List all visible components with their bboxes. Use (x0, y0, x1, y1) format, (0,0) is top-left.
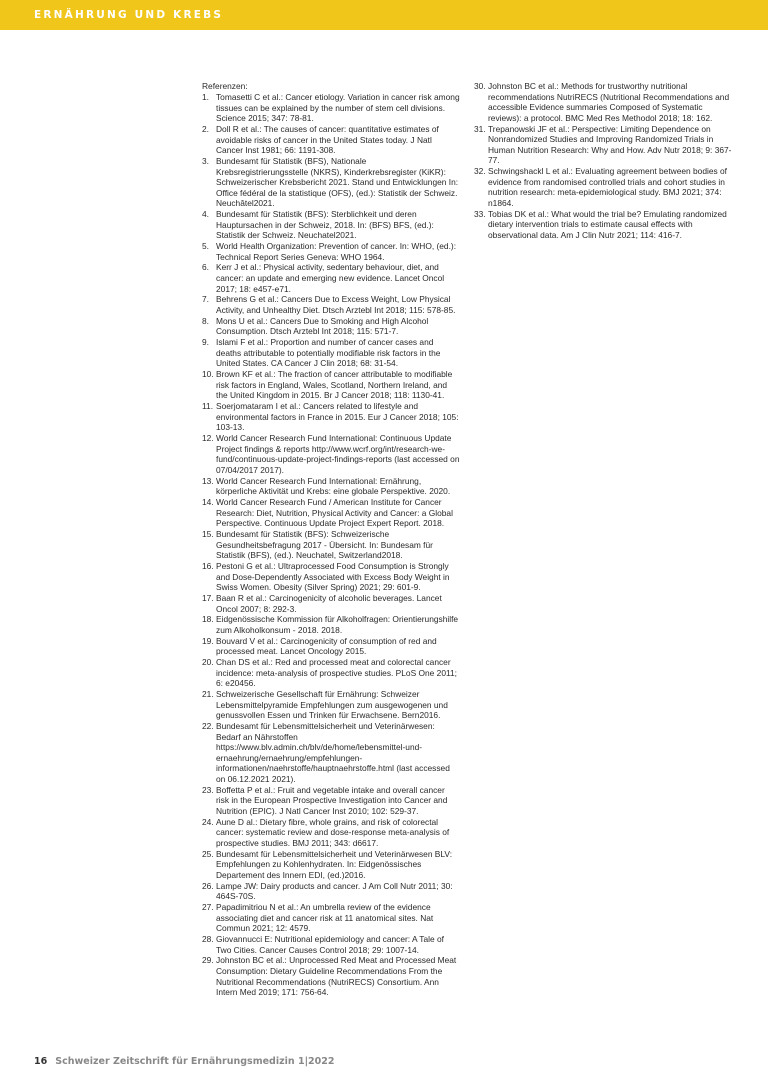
page-number: 16 (34, 1056, 48, 1067)
reference-number: 15. (202, 528, 214, 539)
reference-text: Behrens G et al.: Cancers Due to Excess Weight, Low Physical Activity, and Unhealthy Diet. Dtsch Arztebl Int 2018; 115: 578-85. (216, 294, 456, 315)
reference-item (474, 166, 734, 208)
reference-number: 19. (202, 635, 214, 646)
reference-item (202, 817, 460, 849)
reference-text: Bouvard V et al.: Carcinogenicity of consumption of red and processed meat. Lancet Oncology 2015. (216, 635, 437, 657)
journal-name: Schweizer Zeitschrift für Ernährungsmedizin 1|2022 (55, 1056, 335, 1067)
reference-item (202, 636, 460, 657)
reference-number: 33. (474, 208, 486, 219)
page-footer (34, 1056, 335, 1067)
reference-item (202, 241, 460, 262)
reference-text: Brown KF et al.: The fraction of cancer attributable to modifiable risk factors in England, Wales, Scotland, Northern Ireland, and the United Kingdom in 2015. Br J Cancer 2018; 118: 1130-41. (216, 369, 453, 401)
reference-text: Trepanowski JF et al.: Perspective: Limiting Dependence on Nonrandomized Studies and Improving Randomized Trials in Human Nutrition Research: Why and How. Adv Nutr 2018; 9: 367-77. (488, 123, 732, 166)
reference-text: World Cancer Research Fund / American Institute for Cancer Research: Diet, Nutrition, Physical Activity and Cancer: a Global Perspective. Continuous Update Project Expert Report. 2018. (216, 497, 453, 529)
reference-item (474, 81, 734, 123)
reference-text: Bundesamt für Statistik (BFS), Nationale Krebsregistrierungsstelle (NKRS), Kinderkrebsregister (KiKR): Schweizerischer Krebsbericht 2021. Stand und Entwicklungen In: Office fédéral de la statistique (OFS), (ed.): Statistik der Schweiz. Neuchâtel2021. (216, 155, 459, 209)
reference-number: 31. (474, 123, 486, 134)
reference-number: 10. (202, 369, 214, 380)
reference-number: 16. (202, 560, 214, 571)
reference-item (202, 721, 460, 785)
reference-number: 8. (202, 315, 209, 326)
reference-item (202, 294, 460, 315)
reference-text: Aune D al.: Dietary fibre, whole grains, and risk of colorectal cancer: systematic review and dose-response meta-analysis of prospective studies. BMJ 2011; 343: d6617. (216, 816, 450, 848)
reference-item (202, 902, 460, 934)
reference-item (202, 337, 460, 369)
reference-number: 23. (202, 784, 214, 795)
reference-number: 13. (202, 475, 214, 486)
reference-number: 11. (202, 401, 214, 412)
reference-item (202, 369, 460, 401)
reference-text: Papadimitriou N et al.: An umbrella review of the evidence associating diet and cancer risk at 11 anatomical sites. Nat Commun 2021; 12: 4579. (216, 902, 434, 934)
reference-number: 27. (202, 902, 214, 912)
reference-number: 14. (202, 497, 214, 507)
reference-text: Eidgenössische Kommission für Alkoholfragen: Orientierungshilfe zum Alkoholkonsum - 2018. 2018. (216, 614, 459, 635)
reference-item (202, 614, 460, 635)
reference-text: Tomasetti C et al.: Cancer etiology. Variation in cancer risk among tissues can be explained by the number of stem cell divisions. Science 2015; 347: 78-81. (216, 92, 460, 124)
reference-number: 1. (202, 92, 209, 102)
reference-text: Johnston BC et al.: Methods for trustworthy nutritional recommendations NutriRECS (Nutritional Recommendations and accessible Evidence summaries Composed of Systematic reviews): a protocol. BMC Med Res Methodol 2018; 18: 162. (488, 81, 730, 123)
reference-item (202, 401, 460, 433)
reference-item (202, 689, 460, 721)
reference-item (202, 849, 460, 881)
reference-text: Tobias DK et al.: What would the trial be? Emulating randomized dietary intervention trials to estimate causal effects with observational data. Am J Clin Nutr 2021; 114: 416-7. (488, 208, 727, 240)
reference-item (202, 785, 460, 817)
reference-text: World Cancer Research Fund International: Ernährung, körperliche Aktivität und Krebs: eine globale Perspektive. 2020. (216, 475, 451, 497)
reference-item (202, 881, 460, 902)
reference-number: 20. (202, 657, 214, 668)
reference-item (202, 593, 460, 614)
reference-text: Kerr J et al.: Physical activity, sedentary behaviour, diet, and cancer: an update and emerging new evidence. Lancet Oncol 2017; 18: e457-e71. (216, 262, 445, 294)
reference-number: 25. (202, 848, 214, 859)
reference-text: Soerjomataram I et al.: Cancers related to lifestyle and environmental factors in France in 2015. Eur J Cancer 2018; 105: 103-13. (216, 401, 459, 433)
reference-item (202, 497, 460, 529)
reference-item (202, 316, 460, 337)
reference-text: Baan R et al.: Carcinogenicity of alcoholic beverages. Lancet Oncol 2007; 8: 292-3. (216, 592, 442, 614)
reference-text: Bundesamt für Statistik (BFS): Schweizerische Gesundheitsbefragung 2017 - Übersicht. In: Bundesam für Statistik (BFS), (ed.). Neuchatel, Switzerland2018. (216, 528, 433, 561)
reference-item (202, 209, 460, 241)
reference-text: Giovannucci E: Nutritional epidemiology and cancer: A Tale of Two Cities. Cancer Causes Control 2018; 29: 1007-14. (216, 933, 444, 955)
reference-item (202, 124, 460, 156)
reference-text: Mons U et al.: Cancers Due to Smoking and High Alcohol Consumption. Dtsch Arztebl Int 2018; 115: 571-7. (216, 315, 429, 337)
reference-number: 28. (202, 933, 214, 944)
reference-item (202, 433, 460, 475)
reference-number: 24. (202, 816, 214, 827)
reference-number: 22. (202, 720, 214, 731)
reference-text: Doll R et al.: The causes of cancer: quantitative estimates of avoidable risks of cancer in the United States today. J Natl Cancer Inst 1981; 66: 1191-308. (216, 123, 439, 156)
reference-text: Bundesamt für Statistik (BFS): Sterblichkeit und deren Hauptursachen in der Schweiz, 2018. In: (BFS) BFS, (ed.): Statistik der Schweiz. Neuchatel2021. (216, 209, 434, 241)
reference-text: Chan DS et al.: Red and processed meat and colorectal cancer incidence: meta-analysis of prospective studies. PLoS One 2011; 6: e20456. (216, 657, 457, 689)
reference-number: 6. (202, 262, 209, 273)
reference-number: 9. (202, 337, 209, 348)
reference-number: 30. (474, 81, 486, 91)
reference-item (474, 209, 734, 241)
reference-text: Bundesamt für Lebensmittelsicherheit und Veterinärwesen BLV: Empfehlungen zu Kohlenhydraten. In: Eidgenössisches Departement des Innern EDI, (ed.)2016. (216, 848, 453, 880)
reference-text: Schweizerische Gesellschaft für Ernährung: Schweizer Lebensmittelpyramide Empfehlungen zum ausgewogenen und genussvollen Essen und Trinken für Erwachsene. Bern2016. (216, 689, 448, 721)
reference-number: 5. (202, 241, 209, 252)
reference-number: 12. (202, 433, 214, 444)
reference-text: Boffetta P et al.: Fruit and vegetable intake and overall cancer risk in the European Prospective Investigation into Cancer and Nutrition (EPIC). J Natl Cancer Inst 2010; 102: 529-37. (216, 784, 448, 816)
reference-number: 29. (202, 955, 214, 966)
references-column-right (474, 81, 734, 241)
references-column-left (202, 92, 460, 998)
reference-text: Johnston BC et al.: Unprocessed Red Meat and Processed Meat Consumption: Dietary Guideline Recommendations From the Nutritional Recommendations (NutriRECS) Consortium. Ann Intern Med 2019; 171: 756-64. (216, 955, 457, 998)
reference-text: World Health Organization: Prevention of cancer. In: WHO, (ed.): Technical Report Series Geneva: WHO 1964. (216, 241, 457, 262)
reference-item (202, 955, 460, 997)
reference-item (202, 561, 460, 593)
reference-text: Bundesamt für Lebensmittelsicherheit und Veterinärwesen: Bedarf an Nährstoffen https://www.blv.admin.ch/blv/de/home/lebensmittel-und-ernaehrung/ernaehrung/empfehlungen-informationen/naehrstoffe/hauptnaehrstoffe.html (last accessed on 06.12.2021 2021). (216, 720, 450, 784)
reference-item (474, 124, 734, 166)
reference-number: 4. (202, 209, 209, 220)
reference-item (202, 92, 460, 124)
reference-number: 2. (202, 123, 209, 134)
references-heading: Referenzen: (202, 81, 248, 91)
reference-item (202, 476, 460, 497)
reference-text: World Cancer Research Fund International: Continuous Update Project findings & reports http://www.wcrf.org/int/research-we-fund/continuous-update-project-findings-reports (last accessed on 07/04/2017 2017). (216, 433, 460, 475)
reference-text: Lampe JW: Dairy products and cancer. J Am Coll Nutr 2011; 30: 464S-70S. (216, 880, 453, 902)
reference-number: 3. (202, 155, 209, 166)
reference-text: Islami F et al.: Proportion and number of cancer cases and deaths attributable to potentially modifiable risk factors in the United States. CA Cancer J Clin 2018; 68: 31-54. (216, 337, 441, 369)
reference-number: 32. (474, 166, 486, 177)
reference-text: Pestoni G et al.: Ultraprocessed Food Consumption is Strongly and Dose-Dependently Associated with Excess Body Weight in Swiss Women. Obesity (Silver Spring) 2021; 29: 601-9. (216, 560, 450, 593)
reference-number: 7. (202, 294, 209, 305)
reference-text: Schwingshackl L et al.: Evaluating agreement between bodies of evidence from randomised controlled trials and cohort studies in nutrition research: meta-epidemiological study. BMJ 2021; 374: n1864. (488, 166, 727, 208)
reference-item (202, 934, 460, 955)
reference-item (202, 262, 460, 294)
reference-number: 18. (202, 614, 214, 625)
reference-item (202, 529, 460, 561)
reference-number: 17. (202, 592, 214, 603)
reference-number: 26. (202, 880, 214, 891)
reference-number: 21. (202, 689, 214, 699)
header-bar (0, 0, 768, 30)
reference-item (202, 156, 460, 209)
section-title: ERNÄHRUNG UND KREBS (34, 9, 224, 21)
reference-item (202, 657, 460, 689)
